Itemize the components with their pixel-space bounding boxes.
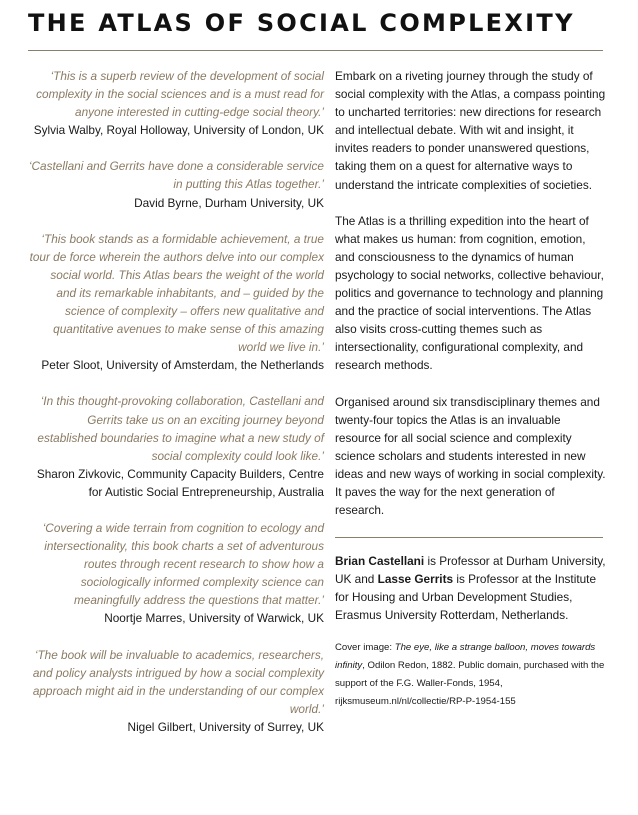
endorsement-quote: ‘Covering a wide terrain from cognition to ecology and intersectionality, this book charts a set of adventurous routes through recent research to show how a sociologically informed complexity science can meaningfully address the questions that matter.’ (42, 520, 324, 608)
endorsement-quote: ‘This is a superb review of the development of social complexity in the social sciences and is a must read for anyone interested in cutting-edge social theory.’ (36, 69, 324, 120)
endorsement-quote: ‘This book stands as a formidable achievement, a true tour de force wherein the authors delve into our complex social world. This Atlas bears the weight of the world and its remarkable inhabitants, and – guided by the science of complexity – offers new qualitative and quantitative avenues to make sense of this amazing world we live in.’ (29, 231, 324, 355)
endorsement (28, 230, 324, 375)
author-name: Lasse Gerrits (377, 572, 454, 587)
cover-credit (335, 639, 607, 712)
endorsement-attribution: Noortje Marres, University of Warwick, UK (104, 611, 324, 626)
bio-text: is Professor at Durham University, UK and (335, 554, 606, 587)
description-paragraph: Embark on a riveting journey through the study of social complexity with the Atlas, a compass pointing to uncharted territories: new directions for research and intellectual debate. With wit and insight, it invites readers to ponder unanswered questions, taking them on a quest for alternative ways to understand the intricate complexities of societies. (335, 69, 606, 192)
cover-artwork-title: The eye, like a strange balloon, moves towards infinity (335, 641, 596, 671)
endorsement-attribution: David Byrne, Durham University, UK (134, 195, 324, 210)
section-divider (335, 537, 603, 538)
description-paragraph: The Atlas is a thrilling expedition into the heart of what makes us human: from cognition, emotion, and consciousness to the dynamics of human psychology to social networks, collective behaviour, politics and governance to technology and planning and the practice of social interventions. The Atlas also visits cross-cutting themes such as intersectionality, configurational complexity, and research methods. (335, 213, 604, 373)
endorsement-attribution: Peter Sloot, University of Amsterdam, the Netherlands (41, 358, 324, 373)
book-title: THE ATLAS OF SOCIAL COMPLEXITY (28, 9, 575, 37)
endorsement-quote: ‘The book will be invaluable to academics, researchers, and policy analysts intrigued by how a social complexity approach might aid in the understanding of our complex world.’ (32, 647, 324, 716)
title-divider (28, 50, 603, 51)
endorsements-column (28, 67, 324, 736)
description-paragraph: Organised around six transdisciplinary themes and twenty-four topics the Atlas is an invaluable resource for all social science and complexity science scholars and students interested in new ideas and new ways of working in social complexity. It paves the way for the next generation of research. (335, 394, 606, 518)
author-name: Brian Castellani (335, 554, 425, 569)
endorsement (28, 519, 324, 628)
endorsement-quote: ‘In this thought-provoking collaboration, Castellani and Gerrits take us on an exciting journey beyond established boundaries to imagine what a new study of social complexity could look like.’ (37, 394, 324, 463)
description-column (335, 67, 607, 712)
endorsement-attribution: Nigel Gilbert, University of Surrey, UK (127, 719, 324, 734)
bio-text: is Professor at the Institute for Housing and Urban Development Studies, Erasmus University Rotterdam, Netherlands. (335, 572, 597, 623)
endorsement-attribution: Sylvia Walby, Royal Holloway, University of London, UK (33, 123, 324, 138)
cover-credit-prefix: Cover image: (335, 641, 395, 653)
endorsement (28, 646, 324, 736)
endorsement (28, 67, 324, 139)
endorsement-quote: ‘Castellani and Gerrits have done a considerable service in putting this Atlas together.’ (28, 159, 324, 192)
author-bio (335, 552, 607, 624)
cover-credit-details: , Odilon Redon, 1882. Public domain, purchased with the support of the F.G. Waller-Fonds, 1954, rijksmuseum.nl/nl/collectie/RP-P-1954-155 (335, 659, 605, 708)
endorsement (28, 392, 324, 501)
endorsement (28, 157, 324, 211)
endorsement-attribution: Sharon Zivkovic, Community Capacity Builders, Centre for Autistic Social Entrepreneurship, Australia (36, 466, 324, 499)
